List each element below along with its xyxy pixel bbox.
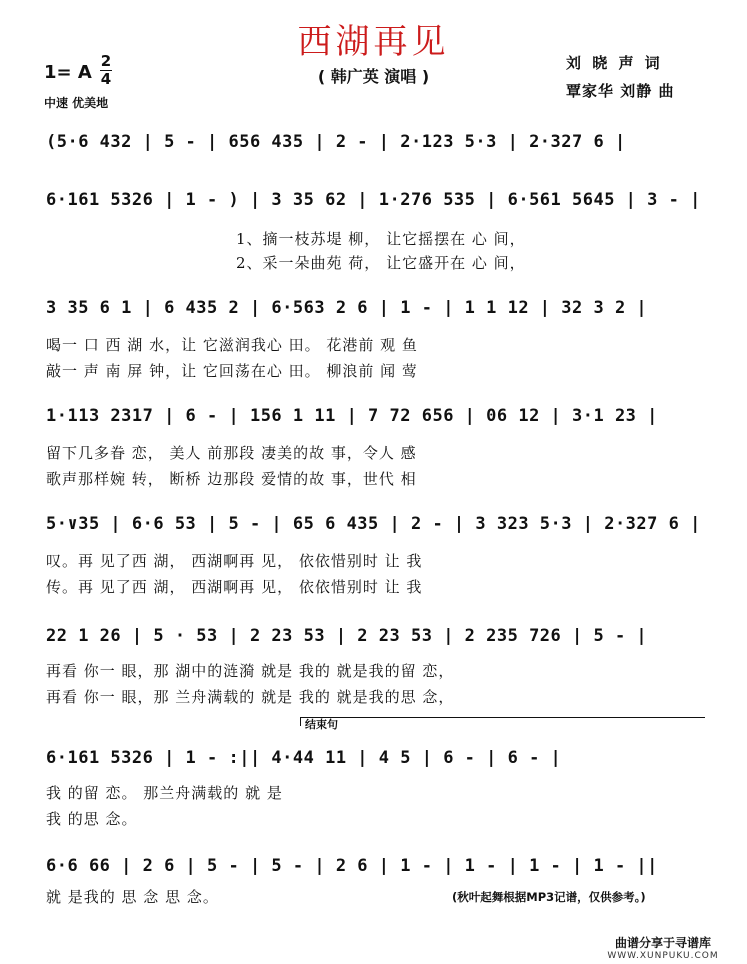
notation-line-5: 5·∨35 | 6·6 53 | 5 - | 65 6 435 | 2 - | 3 323 5·3 | 2·327 6 | [46, 514, 701, 534]
meter-top: 2 [100, 52, 112, 70]
song-title: 西湖再见 [297, 22, 450, 62]
transcription-note: (秋叶起舞根据MP3记谱，仅供参考。) [452, 890, 646, 904]
notation-line-1: (5·6 432 | 5 - | 656 435 | 2 - | 2·123 5·3 | 2·327 6 | [46, 132, 626, 152]
lyric-verse2-line-6: 再看 你一 眼，那 兰舟满载的 就是 我的 就是我的思 念， [46, 688, 455, 706]
notation-line-7: 6·161 5326 | 1 - :|| 4·44 11 | 4 5 | 6 - | 6 - | [46, 748, 562, 768]
notation-line-3: 3 35 6 1 | 6 435 2 | 6·563 2 6 | 1 - | 1 1 12 | 32 3 2 | [46, 298, 648, 318]
notation-line-8: 6·6 66 | 2 6 | 5 - | 5 - | 2 6 | 1 - | 1 - | 1 - | 1 - || [46, 856, 658, 876]
watermark-site-name: 曲谱分享于寻谱库 [614, 936, 711, 950]
singer-credit: ( 韩广英 演唱 ) [317, 67, 430, 86]
tempo-marking: 中速 优美地 [44, 96, 109, 110]
notation-line-4: 1·113 2317 | 6 - | 156 1 11 | 7 72 656 | 06 12 | 3·1 23 | [46, 406, 658, 426]
lyric-verse2-line-3: 敲一 声 南 屏 钟，让 它回荡在心 田。 柳浪前 闻 莺 [46, 362, 418, 380]
meter-bottom: 4 [100, 70, 112, 88]
lyric-verse1-line-7: 我 的留 恋。 那兰舟满载的 就 是 [46, 784, 283, 802]
lyricist-credit: 刘 晓 声 词 [566, 54, 663, 72]
notation-line-6: 22 1 26 | 5 · 53 | 2 23 53 | 2 23 53 | 2 235 726 | 5 - | [46, 626, 648, 646]
time-signature [100, 54, 112, 87]
lyric-verse1-line-3: 喝一 口 西 湖 水，让 它滋润我心 田。 花港前 观 鱼 [46, 336, 418, 354]
site-watermark [588, 934, 738, 961]
watermark-url: WWW.XUNPUKU.COM [607, 951, 719, 961]
lyric-verse2-line-2: 2、采一朵曲苑 荷， 让它盛开在 心 间， [236, 254, 526, 272]
lyric-verse2-line-5: 传。再 见了西 湖， 西湖啊再 见， 依依惜别时 让 我 [46, 578, 423, 596]
lyric-verse2-line-4: 歌声那样婉 转， 断桥 边那段 爱情的故 事，世代 相 [46, 470, 417, 488]
composer-credit: 覃家华 刘静 曲 [566, 82, 675, 100]
lyric-line-8: 就 是我的 思 念 思 念。 [46, 888, 219, 906]
lyric-verse2-line-7: 我 的思 念。 [46, 810, 138, 828]
lyric-verse1-line-5: 叹。再 见了西 湖， 西湖啊再 见， 依依惜别时 让 我 [46, 552, 423, 570]
notation-line-2: 6·161 5326 | 1 - ) | 3 35 62 | 1·276 535 | 6·561 5645 | 3 - | [46, 190, 701, 210]
lyric-verse1-line-2: 1、摘一枝苏堤 柳， 让它摇摆在 心 间， [236, 230, 526, 248]
lyric-verse1-line-4: 留下几多眷 恋， 美人 前那段 凄美的故 事，令人 感 [46, 444, 417, 462]
key-signature: 1= A [44, 62, 92, 83]
coda-label: 结束句 [300, 717, 705, 726]
lyric-verse1-line-6: 再看 你一 眼，那 湖中的涟漪 就是 我的 就是我的留 恋， [46, 662, 455, 680]
